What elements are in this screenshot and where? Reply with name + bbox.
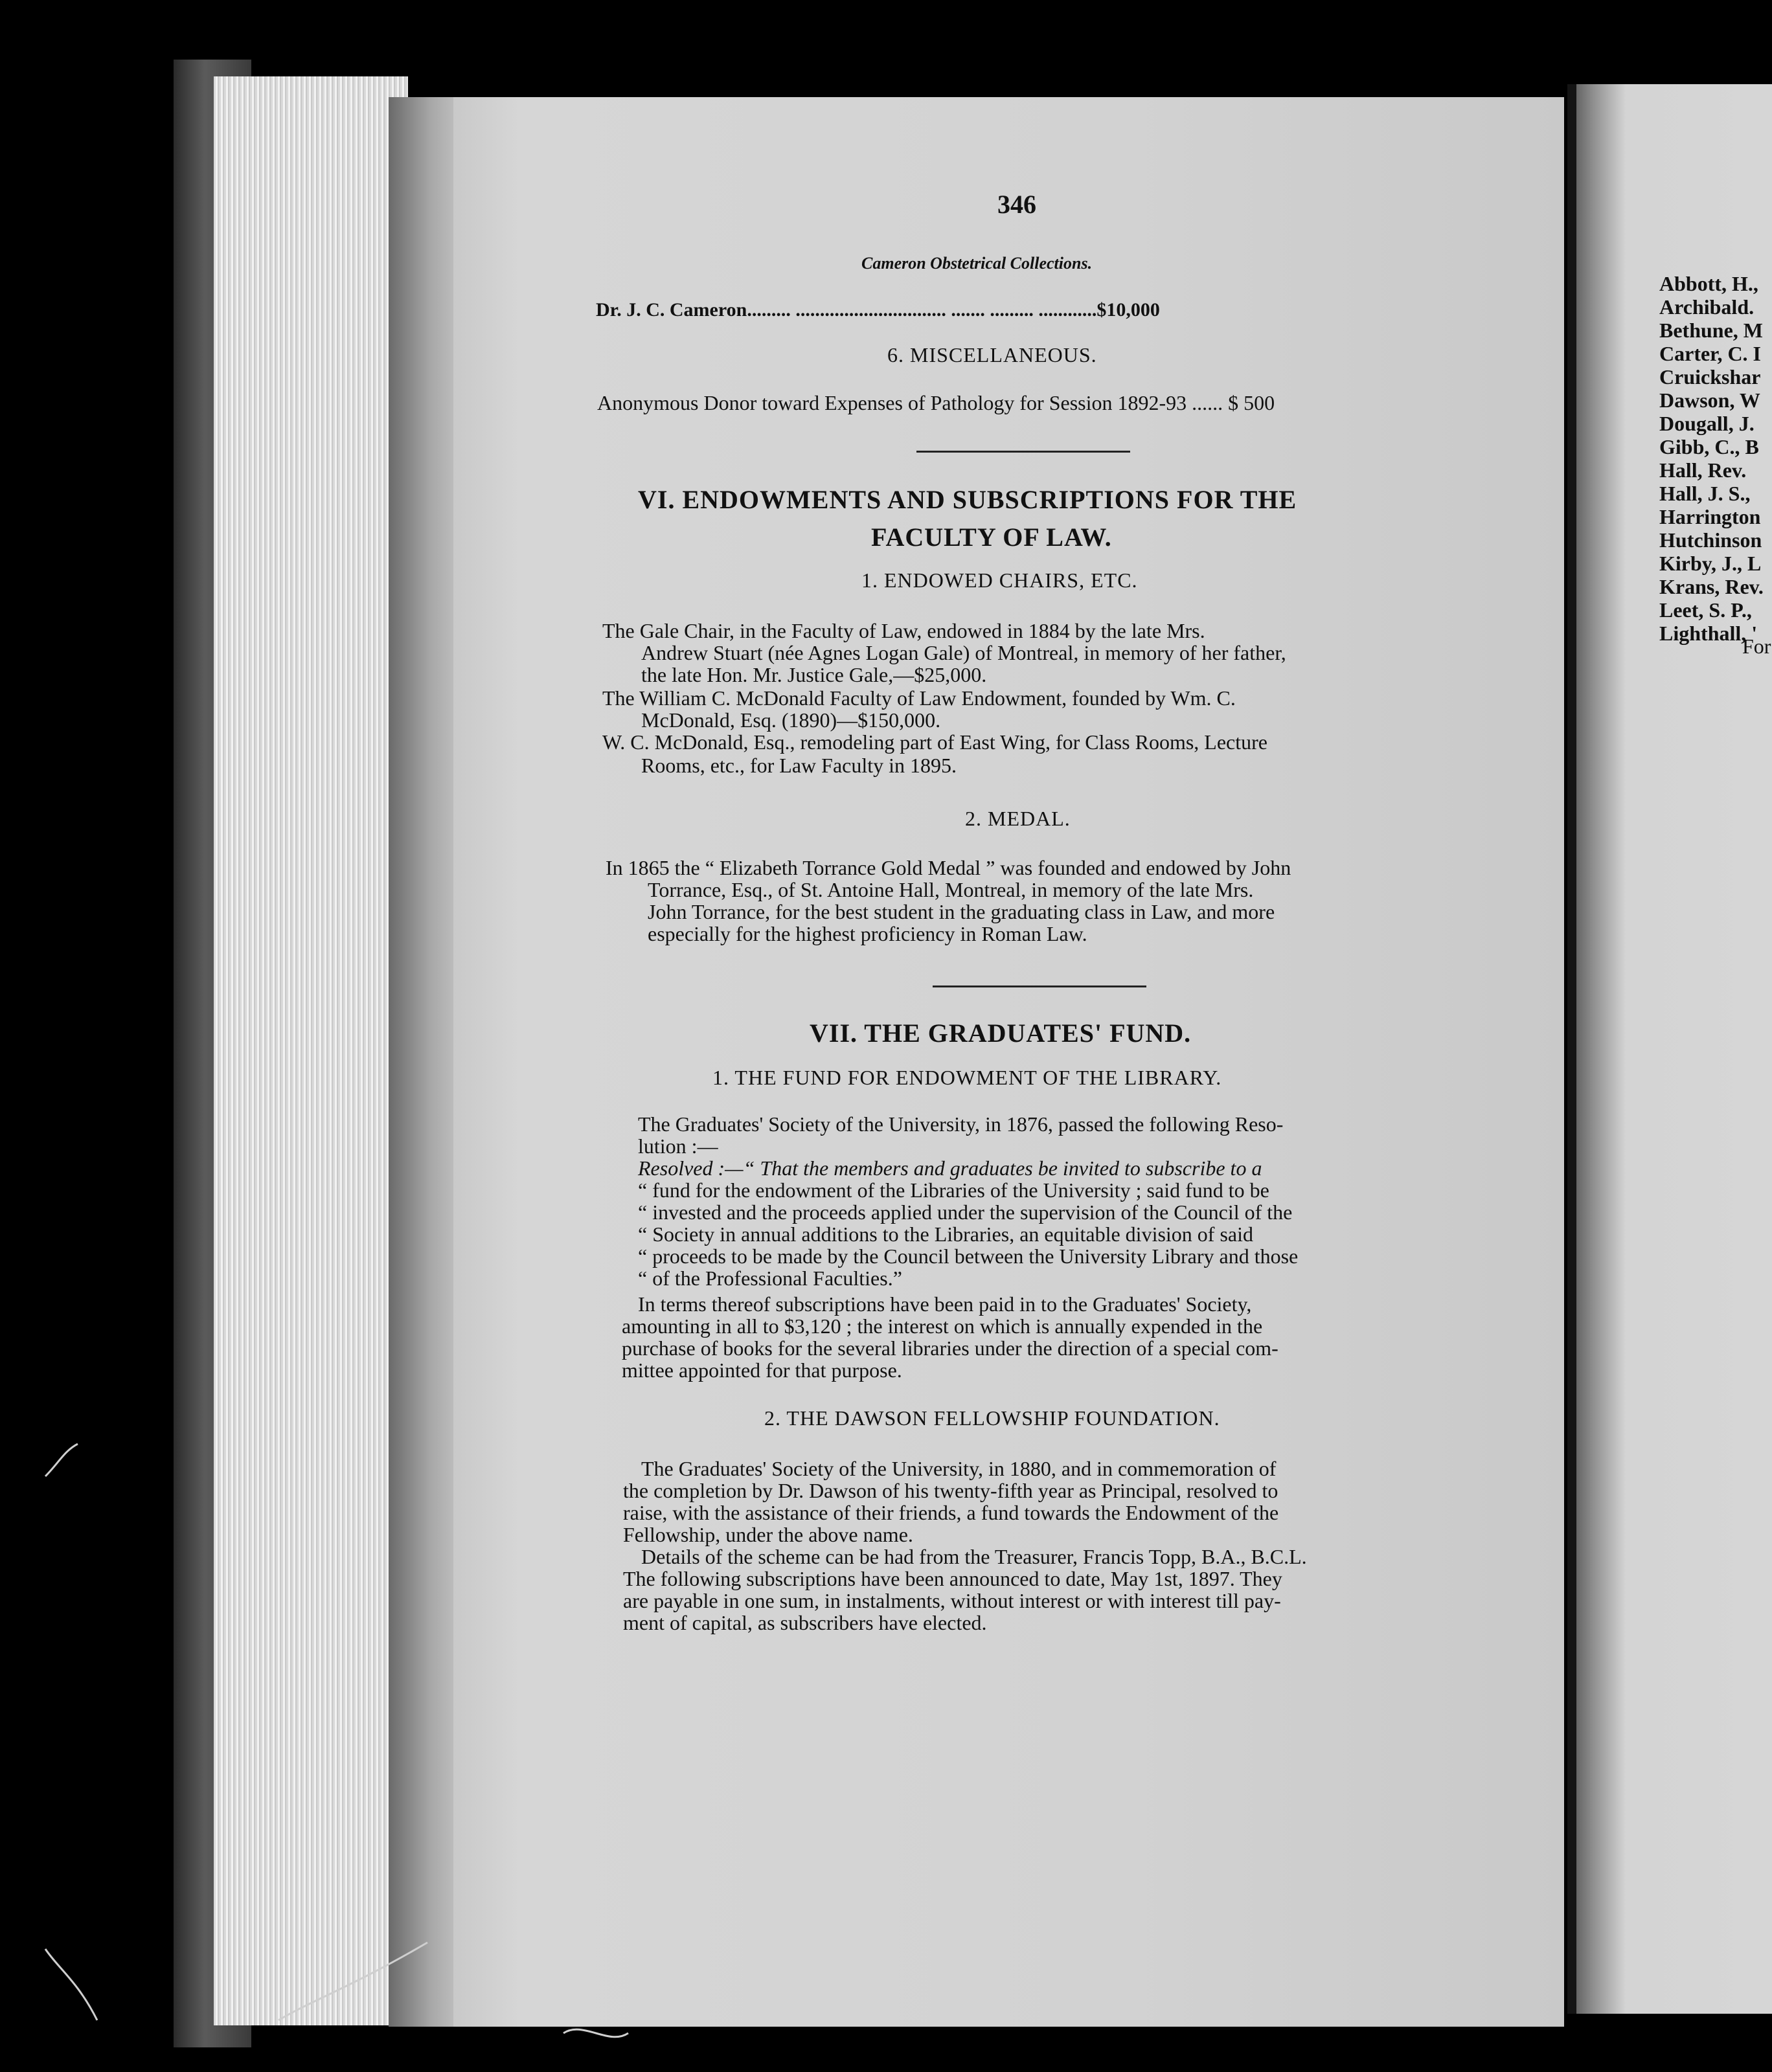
library-line: lution :— (638, 1134, 718, 1158)
subscriber-name: Carter, C. I (1659, 342, 1761, 365)
mcdonald-line: The William C. McDonald Faculty of Law Endowment, founded by Wm. C. (602, 686, 1236, 710)
page-stack (214, 76, 408, 2025)
dawson-line: raise, with the assistance of their friends, a fund towards the Endowment of the (623, 1501, 1279, 1524)
subscriber-name: Krans, Rev. (1659, 575, 1764, 598)
subscriber-name: Gibb, C., B (1659, 435, 1759, 458)
subscriber-name: Hall, J. S., (1659, 482, 1751, 505)
library-line: purchase of books for the several libraries under the direction of a special com- (622, 1336, 1278, 1360)
right-page-fragment: For (1742, 635, 1771, 658)
dawson-line: Details of the scheme can be had from the Treasurer, Francis Topp, B.A., B.C.L. (641, 1545, 1307, 1568)
mcdonald-line: McDonald, Esq. (1890)—$150,000. (641, 708, 941, 732)
cameron-entry: Dr. J. C. Cameron......... ............................... ....... ......... ............$10,000 (596, 299, 1160, 321)
subscriber-name: Cruickshar (1659, 365, 1761, 388)
cameron-collection-title: Cameron Obstetrical Collections. (861, 254, 1093, 273)
miscellaneous-entry: Anonymous Donor toward Expenses of Pathology for Session 1892-93 ...... $ 500 (597, 391, 1275, 414)
dawson-line: Fellowship, under the above name. (623, 1523, 913, 1546)
subscriber-name: Hall, Rev. (1659, 458, 1747, 482)
right-page-edge (1567, 84, 1576, 2014)
library-line: “ fund for the endowment of the Libraries of the University ; said fund to be (638, 1178, 1269, 1202)
subscriber-names-list (1659, 272, 1764, 645)
subscriber-name: Dougall, J. (1659, 412, 1755, 435)
page-number: 346 (997, 190, 1036, 219)
library-fund-heading: 1. THE FUND FOR ENDOWMENT OF THE LIBRARY. (712, 1066, 1222, 1089)
section-divider (916, 451, 1130, 453)
library-line: “ Society in annual additions to the Libraries, an equitable division of said (638, 1222, 1253, 1246)
subscriber-name: Lighthall, ' (1659, 622, 1758, 645)
dawson-fellowship-heading: 2. THE DAWSON FELLOWSHIP FOUNDATION. (764, 1406, 1220, 1430)
library-line: “ invested and the proceeds applied under the supervision of the Council of the (638, 1200, 1293, 1224)
dawson-line: are payable in one sum, in instalments, without interest or with interest till pay- (623, 1589, 1281, 1612)
law-section-heading: VI. ENDOWMENTS AND SUBSCRIPTIONS FOR THE (638, 485, 1297, 514)
library-line: Resolved :—“ That the members and graduates be invited to subscribe to a (638, 1156, 1262, 1180)
dawson-line: The Graduates' Society of the University, in 1880, and in commemoration of (641, 1457, 1277, 1480)
section-divider (933, 985, 1146, 987)
gale-line: The Gale Chair, in the Faculty of Law, endowed in 1884 by the late Mrs. (602, 619, 1205, 642)
law-section-heading-cont: FACULTY OF LAW. (871, 523, 1112, 552)
medal-line: John Torrance, for the best student in the graduating class in Law, and more (648, 900, 1275, 923)
left-page (453, 97, 1564, 2027)
subscriber-name: Bethune, M (1659, 319, 1763, 342)
medal-line: Torrance, Esq., of St. Antoine Hall, Montreal, in memory of the late Mrs. (648, 878, 1254, 901)
library-line: The Graduates' Society of the University, in 1876, passed the following Reso- (638, 1112, 1284, 1136)
subscriber-name: Leet, S. P., (1659, 598, 1752, 622)
scratch-mark (39, 1942, 117, 2033)
medal-line: In 1865 the “ Elizabeth Torrance Gold Medal ” was founded and endowed by John (606, 856, 1291, 879)
subscriber-name: Kirby, J., L (1659, 552, 1762, 575)
subscriber-name: Hutchinson (1659, 528, 1762, 552)
endowed-chairs-heading: 1. ENDOWED CHAIRS, ETC. (861, 569, 1138, 592)
wing-line: W. C. McDonald, Esq., remodeling part of East Wing, for Class Rooms, Lecture (602, 730, 1267, 754)
library-line: “ proceeds to be made by the Council between the University Library and those (638, 1244, 1299, 1268)
medal-heading: 2. MEDAL. (965, 807, 1071, 830)
dawson-line: ment of capital, as subscribers have elected. (623, 1611, 987, 1634)
library-line: In terms thereof subscriptions have been paid in to the Graduates' Society, (638, 1292, 1252, 1316)
library-line: amounting in all to $3,120 ; the interest on which is annually expended in the (622, 1314, 1263, 1338)
dawson-line: The following subscriptions have been announced to date, May 1st, 1897. They (623, 1567, 1282, 1590)
subscriber-name: Dawson, W (1659, 388, 1760, 412)
subscriber-name: Harrington (1659, 505, 1761, 528)
library-line: “ of the Professional Faculties.” (638, 1267, 902, 1290)
scratch-mark (39, 1437, 91, 1489)
subscriber-name: Archibald. (1659, 295, 1755, 319)
medal-line: especially for the highest proficiency in Roman Law. (648, 922, 1087, 945)
gale-line: the late Hon. Mr. Justice Gale,—$25,000. (641, 663, 987, 686)
graduates-fund-heading: VII. THE GRADUATES' FUND. (810, 1019, 1192, 1048)
wing-line: Rooms, etc., for Law Faculty in 1895. (641, 754, 957, 777)
subscriber-name: Abbott, H., (1659, 272, 1758, 295)
library-line: mittee appointed for that purpose. (622, 1358, 902, 1382)
miscellaneous-heading: 6. MISCELLANEOUS. (887, 343, 1097, 366)
dawson-line: the completion by Dr. Dawson of his twenty-fifth year as Principal, resolved to (623, 1479, 1278, 1502)
gale-line: Andrew Stuart (née Agnes Logan Gale) of Montreal, in memory of her father, (641, 641, 1286, 664)
scratch-mark (557, 2007, 635, 2059)
scratch-mark (272, 1936, 440, 2027)
